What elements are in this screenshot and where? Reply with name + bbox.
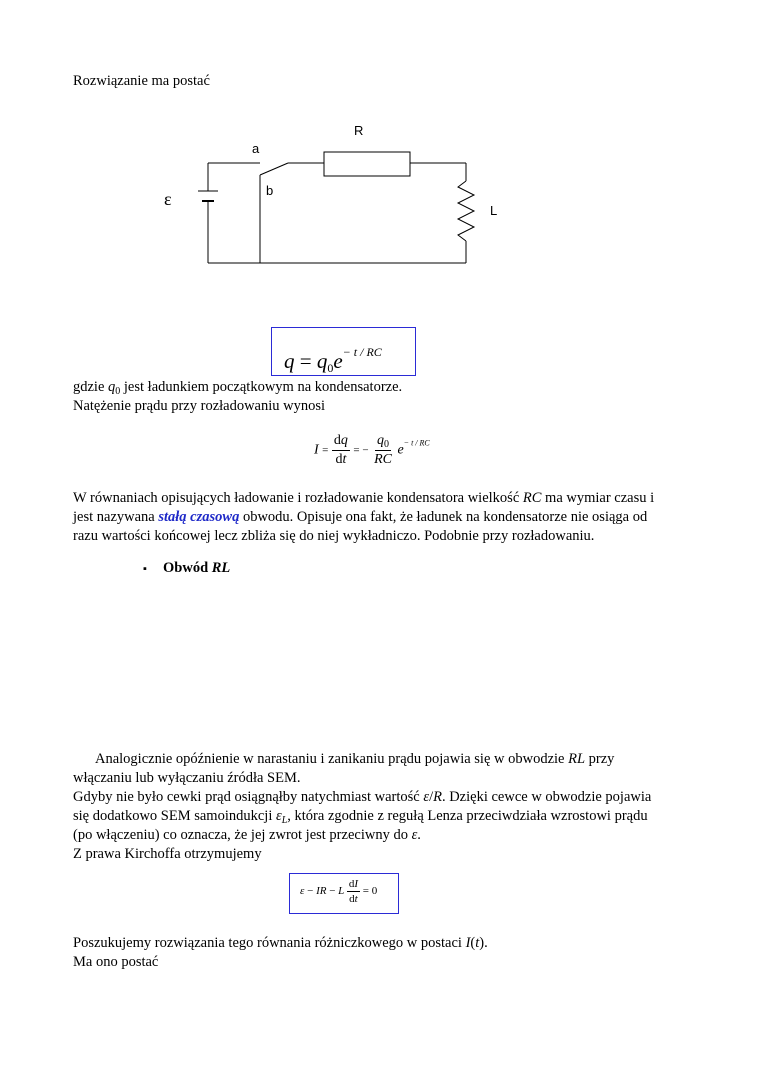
text-natezenie: Natężenie prądu przy rozładowaniu wynosi [73,398,326,414]
f1-q: q [316,349,328,373]
f3-IR: IR [316,885,327,898]
label-R: R [354,123,364,138]
end-l1a: Poszukujemy rozwiązania tego równania różniczkowego w postaci [73,935,466,951]
f1-lhs: q [284,349,295,373]
rl-l1b: przy [585,751,615,767]
end-l1-close: ). [479,935,488,951]
rl-l2: włączaniu lub wyłączaniu źródła SEM. [73,770,301,786]
rl-l4-sub: L [281,815,288,826]
rc-italic: RC [522,490,542,506]
inductor-symbol [458,181,474,241]
rl-l4a: się dodatkowo SEM samoindukcji [73,808,276,824]
rl-l4-eps: ε [276,808,282,824]
f1-e: e [333,349,343,373]
rc-line1: W równaniach opisujących ładowanie i rozładowanie kondensatora wielkość [73,490,523,506]
f2-q-num: q [340,433,348,448]
formula-current-discharge [314,432,430,469]
rc-line3: razu wartości końcowej lecz zbliża się do niej wykładniczo. Podobnie przy rozładowaniu. [73,528,595,544]
rc-line1b: ma wymiar czasu i [541,490,655,506]
rl-l5-eps: ε [411,827,418,843]
end-l1-t: t [475,935,480,951]
switch-arm [260,163,288,175]
end-l2: Ma ono postać [73,954,159,970]
intro-text: Rozwiązanie ma postać [73,73,210,89]
f2-frac-q0rc [372,432,394,469]
f2-exp: − t / RC [403,438,430,448]
f2-e: e [397,442,404,458]
end-l1-I: I [465,935,471,951]
f1-exp: − t / RC [342,345,382,359]
f1-eq: = [299,349,312,373]
rl-l3b: . Dzięki cewce w obwodzie pojawia [441,789,652,805]
label-b: b [266,183,274,198]
f3-eq0: = 0 [362,885,378,898]
text-gdzie [73,378,713,397]
gdzie-q: q [108,379,116,395]
f3-minus1: − [304,885,317,898]
f2-frac-dqdt [332,432,350,469]
section-heading-rl [143,559,230,579]
label-a: a [252,141,260,156]
gdzie-pre: gdzie [73,379,109,395]
f2-RC: RC [374,452,392,467]
resistor-symbol [324,152,410,176]
gdzie-sub: 0 [115,386,121,397]
f3-minus2: − [326,885,339,898]
f2-d-den: d [335,452,343,467]
rl-l3-R: R [433,789,442,805]
rl-l3-eps: ε [423,789,430,805]
bullet-marker: ▪ [143,563,147,575]
rl-l3-slash: / [429,789,434,805]
label-L: L [490,203,498,218]
rl-l1a: Analogicznie opóźnienie w narastaniu i zanikaniu prądu pojawia się w obwodzie [95,751,569,767]
f2-I: I [314,442,319,458]
f2-t-den: t [342,452,347,467]
rl-l6: Z prawa Kirchoffa otrzymujemy [73,846,262,862]
rc-line2a: jest nazywana [73,509,159,525]
rl-l4b: , która zgodnie z regułą Lenza przeciwdziała wzrostowi prądu [287,808,648,824]
rc-line2b: obwodu. Opisuje ona fakt, że ładunek na kondensatorze nie osiąga od [239,509,648,525]
formula-charge-decay [271,327,416,376]
rl-circuit-diagram [150,115,510,275]
rl-l3a: Gdyby nie było cewki prąd osiągnąłby natychmiast wartość [73,789,424,805]
f3-eps: ε [300,885,305,898]
paragraph-rl-circuit [73,750,713,864]
heading-bold: Obwód [163,560,212,576]
paragraph-time-constant [73,489,713,546]
f3-I-num: I [354,878,359,890]
f2-q0: q [377,433,384,448]
f2-eq1: = [322,444,329,457]
f1-sub0: 0 [327,361,334,375]
heading-italic: RL [211,560,231,576]
rl-l5a: (po włączeniu) co oznacza, że jej zwrot jest przeciwny do [73,827,412,843]
f2-sub0: 0 [384,439,389,450]
formula-kirchhoff [289,873,399,914]
f2-eq2: = − [353,444,369,457]
f3-d-num: d [348,878,355,890]
f3-frac-didt [347,877,360,906]
stala-czasowa-emphasis: stałą czasową [158,509,240,525]
rl-l1-rl: RL [568,751,586,767]
rl-l5b: . [417,827,421,843]
f3-t-den: t [354,893,358,905]
paragraph-solution [73,934,713,972]
gdzie-post: jest ładunkiem początkowym na kondensatorze. [120,379,403,395]
label-emf: ε [164,189,172,209]
f2-d-num: d [333,433,341,448]
f3-L: L [338,885,345,898]
end-l1-open: ( [470,935,476,951]
f3-d-den: d [349,893,355,905]
